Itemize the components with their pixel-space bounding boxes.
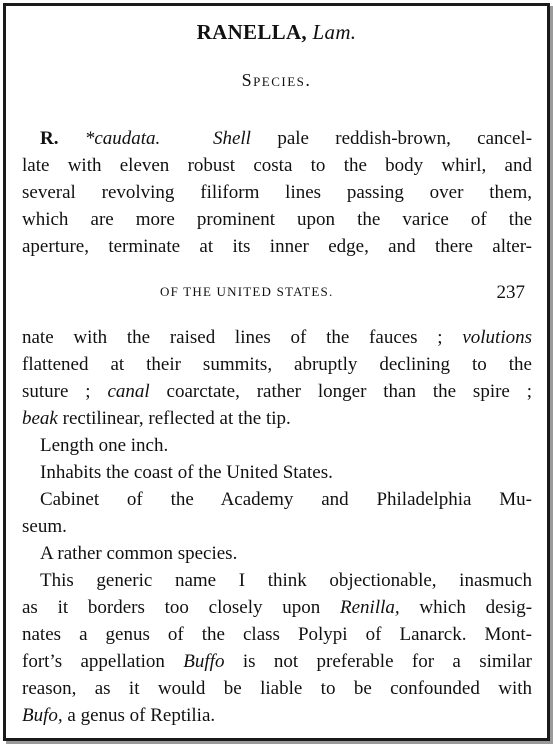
term-volutions: volutions — [462, 327, 532, 348]
cabinet-line-1: Cabinet of the Academy and Philadelphia Mu- — [40, 489, 532, 510]
description-line-2: late with eleven robust costa to the body whirl, and — [22, 155, 532, 176]
note-line-5: reason, as it would be liable to be confounded with — [22, 678, 532, 699]
description-line-1 — [22, 125, 532, 152]
length-line: Length one inch. — [40, 435, 169, 456]
description-line-4: which are more prominent upon the varice of the — [22, 209, 532, 230]
term-buffo: Buffo — [183, 651, 225, 672]
note-line-1: This generic name I think objectionable, inasmuch — [40, 570, 532, 591]
continuation-text: coarctate, rather longer than the spire ; — [166, 381, 533, 402]
description-text: pale reddish-brown, cancel- — [277, 128, 533, 149]
rarity-line: A rather common species. — [40, 543, 238, 564]
continuation-text: suture ; — [22, 381, 91, 402]
note-line-3: nates a genus of the class Polypi of Lanarck. Mont- — [22, 624, 532, 645]
running-head-text: OF THE UNITED STATES. — [160, 284, 334, 299]
note-line-2 — [22, 594, 532, 621]
running-header — [6, 282, 547, 304]
species-name: *caudata. — [84, 128, 161, 149]
continuation-line-3 — [22, 378, 532, 405]
note-text: fort’s appellation — [22, 651, 165, 672]
note-line-6 — [22, 702, 532, 729]
species-label: R. — [40, 128, 59, 149]
continuation-text: rectilinear, reflected at the tip. — [62, 408, 291, 429]
note-text: which desig- — [419, 597, 533, 618]
section-heading — [6, 70, 547, 91]
habitat-line: Inhabits the coast of the United States. — [40, 462, 333, 483]
page-title — [6, 20, 547, 45]
note-text: a genus of Reptilia. — [67, 705, 216, 726]
genus-name: RANELLA, — [196, 20, 307, 44]
cabinet-line-2: seum. — [22, 516, 67, 537]
description-line-5: aperture, terminate at its inner edge, and there alter- — [22, 236, 532, 257]
note-line-4 — [22, 648, 532, 675]
genus-author: Lam. — [312, 20, 357, 44]
term-bufo: Bufo, — [22, 705, 63, 726]
species-description — [22, 125, 532, 260]
page-number: 237 — [496, 282, 525, 303]
continuation-line-2: flattened at their summits, abruptly declining to the — [22, 354, 532, 375]
term-renilla: Renilla, — [340, 597, 400, 618]
page-frame — [3, 3, 550, 741]
continuation-line-4 — [22, 405, 532, 432]
note-text: is not preferable for a similar — [242, 651, 532, 672]
shell-word: Shell — [212, 128, 251, 149]
continuation-line-1 — [22, 324, 532, 351]
section-title: Species. — [241, 70, 312, 90]
description-continuation — [22, 324, 532, 729]
description-line-3: several revolving filiform lines passing over them, — [22, 182, 532, 203]
note-text: as it borders too closely upon — [22, 597, 321, 618]
term-canal: canal — [107, 381, 150, 402]
book-page — [6, 6, 547, 738]
term-beak: beak — [22, 408, 58, 429]
continuation-text: nate with the raised lines of the fauces ; — [22, 327, 443, 348]
